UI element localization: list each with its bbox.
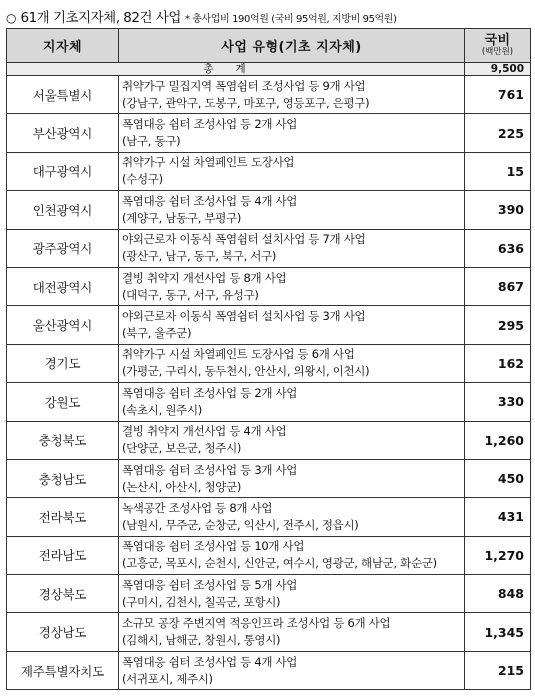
table-row <box>7 651 531 689</box>
amount-cell: 1,270 <box>465 536 531 574</box>
region-cell: 인천광역시 <box>7 191 119 229</box>
region-cell: 부산광역시 <box>7 114 119 152</box>
project-budget-table <box>6 28 531 690</box>
project-localities: (대덕구, 동구, 서구, 유성구) <box>122 287 259 302</box>
table-row <box>7 344 531 382</box>
table-row <box>7 152 531 190</box>
project-cell <box>119 575 465 613</box>
project-type: 취약가구 밀집지역 폭염쉼터 조성사업 등 9개 사업 <box>122 78 366 93</box>
column-header-amount <box>465 29 531 63</box>
column-header-project: 사업 유형(기초 지자체) <box>119 29 465 63</box>
region-cell: 울산광역시 <box>7 306 119 344</box>
project-type: 취약가구 시설 차열페인트 도장사업 <box>122 155 295 170</box>
amount-cell: 15 <box>465 152 531 190</box>
total-row <box>7 63 531 76</box>
project-localities: (단양군, 보은군, 청주시) <box>122 441 242 456</box>
column-header-region: 지자체 <box>7 29 119 63</box>
project-cell <box>119 76 465 114</box>
project-type: 야외근로자 이동식 폭염쉼터 설치사업 등 7개 사업 <box>122 232 366 247</box>
amount-cell: 867 <box>465 267 531 305</box>
summary-title: 61개 기초지자체, 82건 사업 <box>20 10 181 26</box>
project-localities: (속초시, 원주시) <box>122 402 202 417</box>
table-row <box>7 459 531 497</box>
region-cell: 대전광역시 <box>7 267 119 305</box>
region-cell: 강원도 <box>7 383 119 421</box>
project-cell <box>119 383 465 421</box>
project-cell <box>119 651 465 689</box>
region-cell: 광주광역시 <box>7 229 119 267</box>
bullet-circle-icon: ○ <box>6 11 17 25</box>
project-localities: (수성구) <box>122 172 163 187</box>
table-row <box>7 114 531 152</box>
project-type: 폭염대응 쉼터 조성사업 등 4개 사업 <box>122 654 298 669</box>
project-cell <box>119 498 465 536</box>
project-cell <box>119 267 465 305</box>
amount-cell: 330 <box>465 383 531 421</box>
budget-note: * 총사업비 190억원 (국비 95억원, 지방비 95억원) <box>184 14 397 25</box>
project-cell <box>119 536 465 574</box>
amount-cell: 162 <box>465 344 531 382</box>
region-cell: 경상북도 <box>7 575 119 613</box>
table-row <box>7 267 531 305</box>
project-cell <box>119 613 465 651</box>
region-cell: 제주특별자치도 <box>7 651 119 689</box>
project-type: 폭염대응 쉼터 조성사업 등 5개 사업 <box>122 577 298 592</box>
project-localities: (구미시, 김천시, 칠곡군, 포항시) <box>122 594 281 609</box>
region-cell: 서울특별시 <box>7 76 119 114</box>
total-label: 총계 <box>7 63 465 76</box>
table-row <box>7 229 531 267</box>
project-type: 폭염대응 쉼터 조성사업 등 4개 사업 <box>122 193 298 208</box>
table-row <box>7 191 531 229</box>
amount-cell: 636 <box>465 229 531 267</box>
project-type: 야외근로자 이동식 폭염쉼터 설치사업 등 3개 사업 <box>122 309 366 324</box>
amount-cell: 295 <box>465 306 531 344</box>
project-localities: (남원시, 무주군, 순창군, 익산시, 전주시, 정읍시) <box>122 517 359 532</box>
total-amount: 9,500 <box>465 63 531 76</box>
amount-cell: 1,260 <box>465 421 531 459</box>
project-type: 결빙 취약지 개선사업 등 4개 사업 <box>122 424 287 439</box>
project-cell <box>119 114 465 152</box>
project-type: 소규모 공장 주변지역 적응인프라 조성사업 등 6개 사업 <box>122 616 391 631</box>
table-row <box>7 421 531 459</box>
project-localities: (논산시, 아산시, 청양군) <box>122 479 242 494</box>
project-localities: (남구, 동구) <box>122 134 181 149</box>
project-type: 폭염대응 쉼터 조성사업 등 10개 사업 <box>122 539 305 554</box>
project-type: 녹색공간 조성사업 등 8개 사업 <box>122 500 273 515</box>
amount-cell: 215 <box>465 651 531 689</box>
project-localities: (계양구, 남동구, 부평구) <box>122 210 242 225</box>
region-cell: 전라남도 <box>7 536 119 574</box>
table-header-row <box>7 29 531 63</box>
project-cell <box>119 191 465 229</box>
project-cell <box>119 344 465 382</box>
summary-line <box>6 6 531 26</box>
table-row <box>7 498 531 536</box>
project-localities: (고흥군, 목포시, 순천시, 신안군, 여수시, 영광군, 해남군, 화순군) <box>122 556 437 571</box>
table-row <box>7 536 531 574</box>
project-cell <box>119 229 465 267</box>
project-type: 폭염대응 쉼터 조성사업 등 3개 사업 <box>122 462 298 477</box>
project-localities: (서귀포시, 제주시) <box>122 671 213 686</box>
project-cell <box>119 152 465 190</box>
project-localities: (광산구, 남구, 동구, 북구, 서구) <box>122 249 277 264</box>
table-row <box>7 575 531 613</box>
region-cell: 충청남도 <box>7 459 119 497</box>
project-localities: (북구, 울주군) <box>122 326 192 341</box>
table-row <box>7 306 531 344</box>
amount-cell: 848 <box>465 575 531 613</box>
project-type: 결빙 취약지 개선사업 등 8개 사업 <box>122 270 287 285</box>
table-row <box>7 383 531 421</box>
project-type: 취약가구 시설 차열페인트 도장사업 등 6개 사업 <box>122 347 355 362</box>
project-localities: (강남구, 관악구, 도봉구, 마포구, 영등포구, 은평구) <box>122 95 370 110</box>
table-row <box>7 76 531 114</box>
region-cell: 경상남도 <box>7 613 119 651</box>
amount-cell: 761 <box>465 76 531 114</box>
region-cell: 경기도 <box>7 344 119 382</box>
amount-cell: 1,345 <box>465 613 531 651</box>
region-cell: 전라북도 <box>7 498 119 536</box>
region-cell: 대구광역시 <box>7 152 119 190</box>
project-type: 폭염대응 쉼터 조성사업 등 2개 사업 <box>122 385 298 400</box>
amount-cell: 431 <box>465 498 531 536</box>
table-row <box>7 613 531 651</box>
region-cell: 충청북도 <box>7 421 119 459</box>
amount-cell: 450 <box>465 459 531 497</box>
project-localities: (가평군, 구리시, 동두천시, 안산시, 의왕시, 이천시) <box>122 364 370 379</box>
project-cell <box>119 306 465 344</box>
amount-header-unit: (백만원) <box>481 46 514 57</box>
project-cell <box>119 459 465 497</box>
amount-cell: 390 <box>465 191 531 229</box>
amount-cell: 225 <box>465 114 531 152</box>
project-type: 폭염대응 쉼터 조성사업 등 2개 사업 <box>122 117 298 132</box>
project-cell <box>119 421 465 459</box>
project-localities: (김해시, 남해군, 창원시, 통영시) <box>122 633 281 648</box>
amount-header-label: 국비 <box>484 33 511 49</box>
